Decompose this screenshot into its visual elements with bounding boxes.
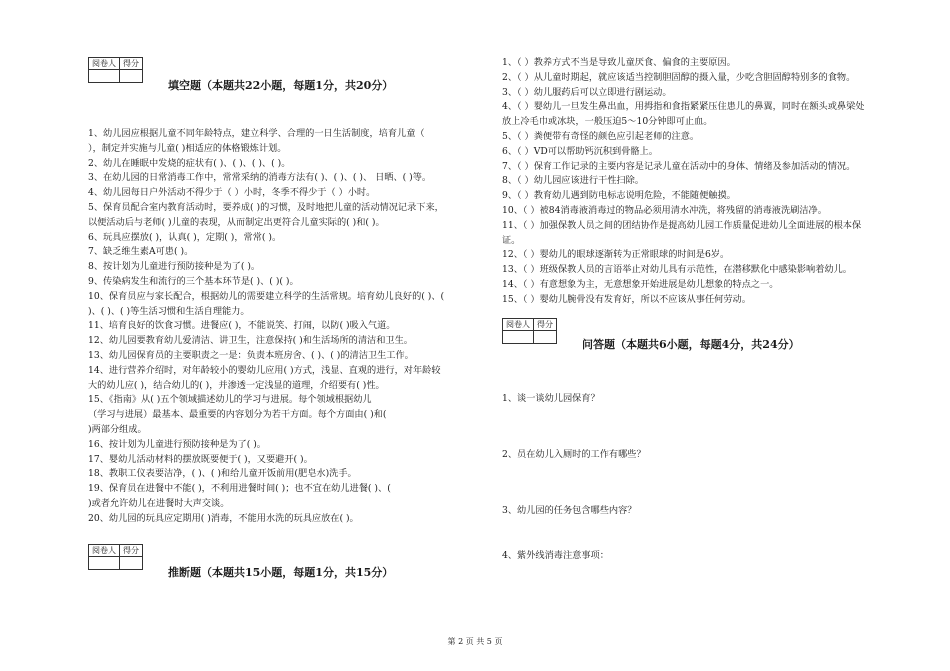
fill-question-list [88, 127, 490, 527]
question-line: 13、（ ）班级保教人员的言语举止对幼儿具有示范性，在潜移默化中感染影响着幼儿。 [502, 264, 852, 276]
question-line: 5、保育员配合室内教育活动时，要养成( )的习惯，及时地把儿童的活动情况记录下来， [88, 201, 444, 213]
reviewer-cell [89, 70, 120, 83]
question-line: 6、玩具应摆放( )，认真( )，定期( )，常常( )。 [88, 231, 282, 243]
question-line: 以便活动后与老师( )儿童的表现，从而制定出更符合儿童实际的( )和( )。 [88, 216, 385, 228]
page-footer: 第 2 页 共 5 页 [447, 637, 503, 646]
score-box-judge [88, 544, 143, 570]
question-line: 11、（ ）加强保教人员之间的团结协作是提高幼儿园工作质量促进幼儿全面进展的根本保 [502, 219, 862, 231]
question-line: 3、在幼儿园的日常消毒工作中，常常采纳的消毒方法有( )、( )、( )、 日晒、( )等。 [88, 172, 432, 184]
question-line: 2、幼儿在睡眠中发烧的症状有( )、( )、( )、( )。 [88, 157, 291, 169]
question-line: 1、幼儿园应根据儿童不同年龄特点，建立科学、合理的一日生活制度，培育儿童（ [88, 128, 425, 139]
judge-question-list [502, 56, 912, 308]
question-line: 7、（ ）保育工作记录的主要内容是记录儿童在活动中的身体、情绪及参加活动的情况。 [502, 160, 856, 172]
score-label: 得分 [120, 545, 143, 557]
question-line: 1、（ ）教养方式不当是导致儿童厌食、偏食的主要原因。 [502, 57, 736, 68]
reviewer-cell [89, 557, 120, 570]
question-line: 14、（ ）有意想象为主，无意想象开始进展是幼儿想象的特点之一。 [502, 278, 779, 290]
question-line: 12、幼儿园要教育幼儿爱清洁、讲卫生，注意保持( )和生活场所的清洁和卫生。 [88, 335, 413, 347]
reviewer-label: 阅卷人 [89, 545, 120, 557]
question-line: 14、进行营养介绍时，对年龄较小的婴幼儿应用( )方式，浅显、直观的进行，对年龄较 [88, 364, 441, 376]
score-label: 得分 [534, 319, 557, 331]
question-line: 8、按计划为儿童进行预防接种是为了( )。 [88, 261, 261, 273]
question-line: 4、（ ）婴幼儿一旦发生鼻出血，用拇指和食指紧紧压住患儿的鼻翼，同时在额头或鼻梁处 [502, 101, 865, 113]
fill-section-title: 填空题（本题共22小题，每题1分，共20分） [168, 79, 394, 92]
score-cell [120, 70, 143, 83]
reviewer-label: 阅卷人 [503, 319, 534, 331]
question-line: 15、（ ）婴幼儿腕骨没有发育好，所以不应该从事任何劳动。 [502, 293, 751, 305]
question-line: ），制定并实施与儿童( )相适应的体格锻炼计划。 [88, 142, 287, 154]
question-line: 6、（ ）VD可以帮助钙沉积到骨骼上。 [502, 145, 658, 157]
question-line: 证。 [502, 234, 521, 246]
question-line: 11、培育良好的饮食习惯。进餐应( )，不能说笑、打闹，以防( )吸入气道。 [88, 320, 396, 332]
question-line: 大的幼儿应( )，结合幼儿的( )，并渗透一定浅显的道理，介绍要有( )性。 [88, 379, 385, 391]
question-line: 17、婴幼儿活动材料的摆放既要便于( )，又要避开( )。 [88, 453, 313, 465]
qa-question: 3、幼儿园的任务包含哪些内容？ [502, 505, 637, 516]
question-line: 放上冷毛巾或冰块，一般压迫5～10分钟即可止血。 [502, 116, 713, 128]
qa-question: 2、员在幼儿入厕时的工作有哪些？ [502, 449, 646, 460]
question-line: )两部分组成。 [88, 423, 147, 435]
question-line: 4、幼儿园每日户外活动不得少于（ ）小时，冬季不得少于（ ）小时。 [88, 187, 376, 199]
question-line: )或者允许幼儿在进餐时大声交谈。 [88, 497, 230, 509]
question-line: （学习与进展）最基本、最重要的内容划分为若干方面。每个方面由( )和( [88, 409, 387, 421]
score-cell [534, 331, 557, 344]
score-box-fill [88, 57, 143, 83]
question-line: 18、教职工仪表要洁净，( )、( )和给儿童开饭前用(肥皂水)洗手。 [88, 468, 357, 480]
score-box-qa [502, 318, 557, 344]
question-line: 20、幼儿园的玩具应定期用( )消毒，不能用水洗的玩具应放在( )。 [88, 512, 359, 524]
question-line: 15、《指南》从( )五个领域描述幼儿的学习与进展。每个领域根据幼儿 [88, 394, 372, 406]
qa-section-title: 问答题（本题共6小题，每题4分，共24分） [582, 338, 800, 351]
qa-question: 4、紫外线消毒注意事项： [502, 550, 609, 561]
qa-question: 1、谈一谈幼儿园保育？ [502, 393, 600, 404]
question-line: 10、（ ）被84消毒液消毒过的物品必须用清水冲洗，将残留的消毒液洗刷洁净。 [502, 204, 827, 216]
question-line: 9、（ ）教育幼儿遇到防电标志说明危险，不能随便触摸。 [502, 190, 736, 202]
question-line: 2、（ ）从儿童时期起，就应该适当控制胆固醇的摄入量，少吃含胆固醇特别多的食物。 [502, 71, 856, 83]
score-cell [120, 557, 143, 570]
question-line: 8、（ ）幼儿园应该进行干性扫除。 [502, 175, 644, 187]
score-label: 得分 [120, 58, 143, 70]
question-line: 13、幼儿园保育员的主要职责之一是：负责本班房舍、( )、( )的清洁卫生工作。 [88, 349, 414, 361]
question-line: )、( )、( )等生活习惯和生活自理能力。 [88, 305, 250, 317]
question-line: 16、按计划为儿童进行预防接种是为了( )。 [88, 438, 266, 450]
reviewer-label: 阅卷人 [89, 58, 120, 70]
question-line: 10、保育员应与家长配合，根据幼儿的需要建立科学的生活常规。培育幼儿良好的( )、( [88, 290, 445, 302]
question-line: 19、保育员在进餐中不能( )，不利用进餐时间( )；也不宜在幼儿进餐( )、( [88, 483, 391, 495]
reviewer-cell [503, 331, 534, 344]
question-line: 9、传染病发生和流行的三个基本环节是( )、( )( )。 [88, 275, 299, 287]
question-line: 12、（ ）婴幼儿的眼球逐渐转为正常眼球的时间是6岁。 [502, 249, 730, 261]
question-line: 5、（ ）粪便带有奇怪的颜色应引起老师的注意。 [502, 130, 700, 142]
judge-section-title: 推断题（本题共15小题，每题1分，共15分） [168, 566, 394, 579]
question-line: 3、（ ）幼儿服药后可以立即进行剧运动。 [502, 86, 672, 98]
question-line: 7、缺乏维生素A可患( )。 [88, 246, 194, 258]
